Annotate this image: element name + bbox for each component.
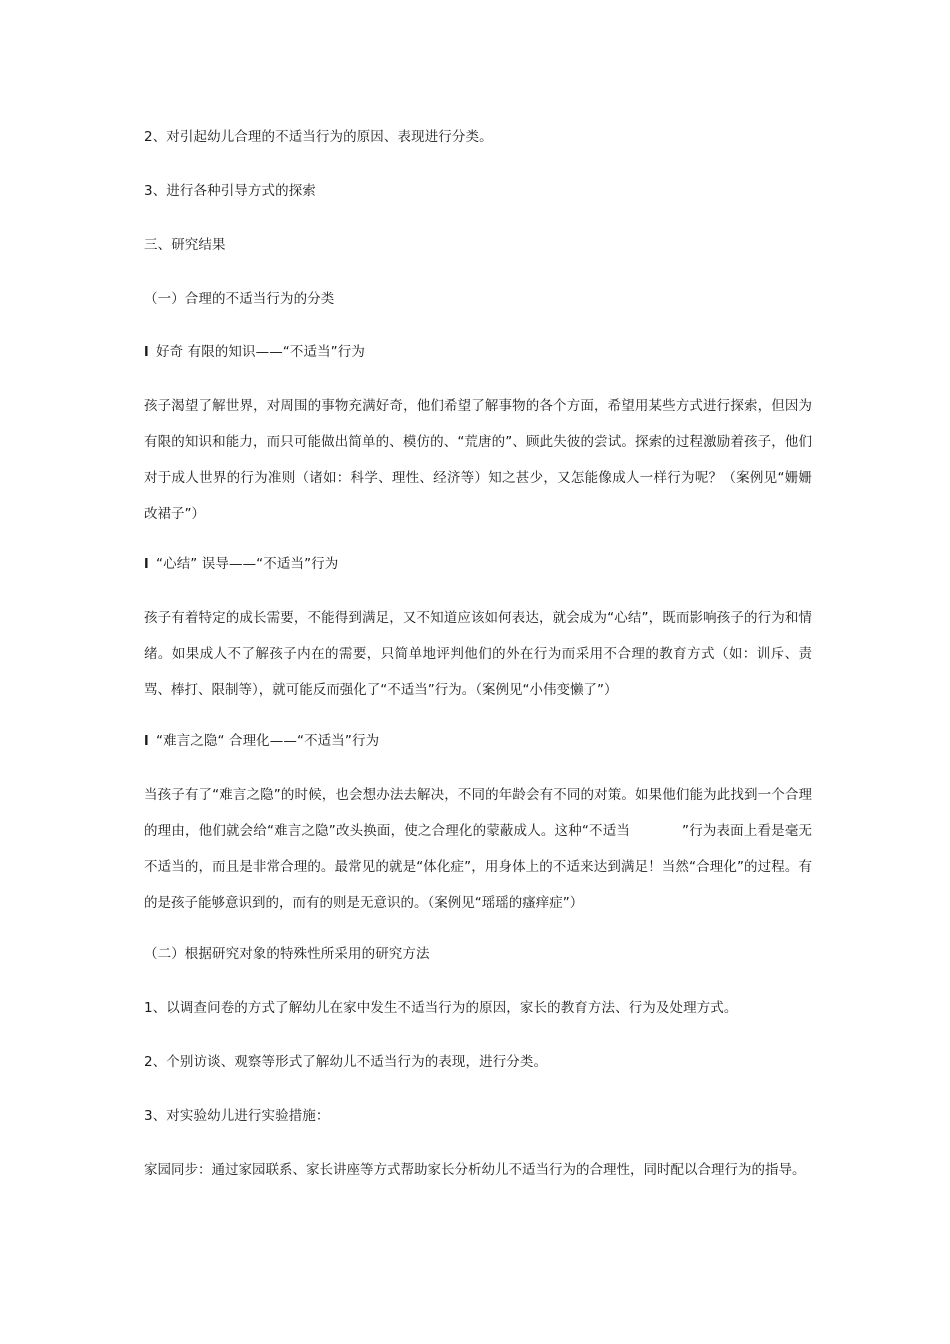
bullet-marker: l [144,733,149,749]
step-2-line: 2、对引起幼儿合理的不适当行为的原因、表现进行分类。 [144,129,493,145]
method-item-1: 1、以调查问卷的方式了解幼儿在家中发生不适当行为的原因，家长的教育方法、行为及处理方式。 [144,1000,738,1016]
step-3-line: 3、进行各种引导方式的探索 [144,183,316,199]
bullet-unspeakable-text: “难言之隐“ 合理化——“不适当”行为 [156,733,380,749]
method-item-3: 3、对实验幼儿进行实验措施： [144,1108,330,1124]
paragraph-knot: 孩子有着特定的成长需要，不能得到满足，又不知道应该如何表达，就会成为“心结”，既而影响孩子的行为和情绪。如果成人不了解孩子内在的需要，只简单地评判他们的外在行为而采用不合理的教育方式（如：训斥、责骂、棒打、限制等），就可能反而强化了“不适当”行为。（案例见“小伟变懒了”） [144,610,812,698]
bullet-knot [144,555,814,573]
bullet-marker: l [144,556,149,572]
paragraph-home-school: 家园同步：通过家园联系、家长讲座等方式帮助家长分析幼儿不适当行为的合理性，同时配以合理行为的指导。 [144,1162,806,1178]
paragraph-unspeakable-part2: ”行为表面上看是毫无不适当的，而且是非常合理的。最常见的就是“体化症”，用身体上的不适来达到满足！当然“合理化”的过程。有的是孩子能够意识到的，而有的则是无意识的。（案例见“瑶瑶的瘙痒症”） [144,823,812,911]
method-item-2: 2、个别访谈、观察等形式了解幼儿不适当行为的表现，进行分类。 [144,1054,548,1070]
bullet-curiosity [144,343,814,361]
paragraph-unspeakable-part1: 当孩子有了“难言之隐”的时候，也会想办法去解决，不同的年龄会有不同的对策。如果他们能为此找到一个合理的理由，他们就会给“难言之隐”改头换面，使之合理化的蒙蔽成人。这种“不适当 [144,787,812,839]
bullet-curiosity-text: 好奇 有限的知识——“不适当”行为 [156,344,365,360]
paragraph-unspeakable [144,777,812,921]
bullet-marker: l [144,344,149,360]
bullet-unspeakable [144,732,814,750]
paragraph-curiosity: 孩子渴望了解世界，对周围的事物充满好奇，他们希望了解事物的各个方面，希望用某些方式进行探索，但因为有限的知识和能力，而只可能做出简单的、模仿的、“荒唐的”、顾此失彼的尝试。探索的过程激励着孩子，他们对于成人世界的行为准则（诸如：科学、理性、经济等）知之甚少，又怎能像成人一样行为呢？（案例见“姗姗改裙子”） [144,398,812,522]
subsection-heading-methods: （二）根据研究对象的特殊性所采用的研究方法 [144,946,430,962]
section-heading-results: 三、研究结果 [144,237,226,253]
subsection-heading-classification: （一）合理的不适当行为的分类 [144,291,335,307]
bullet-knot-text: “心结” 误导——“不适当”行为 [156,556,339,572]
